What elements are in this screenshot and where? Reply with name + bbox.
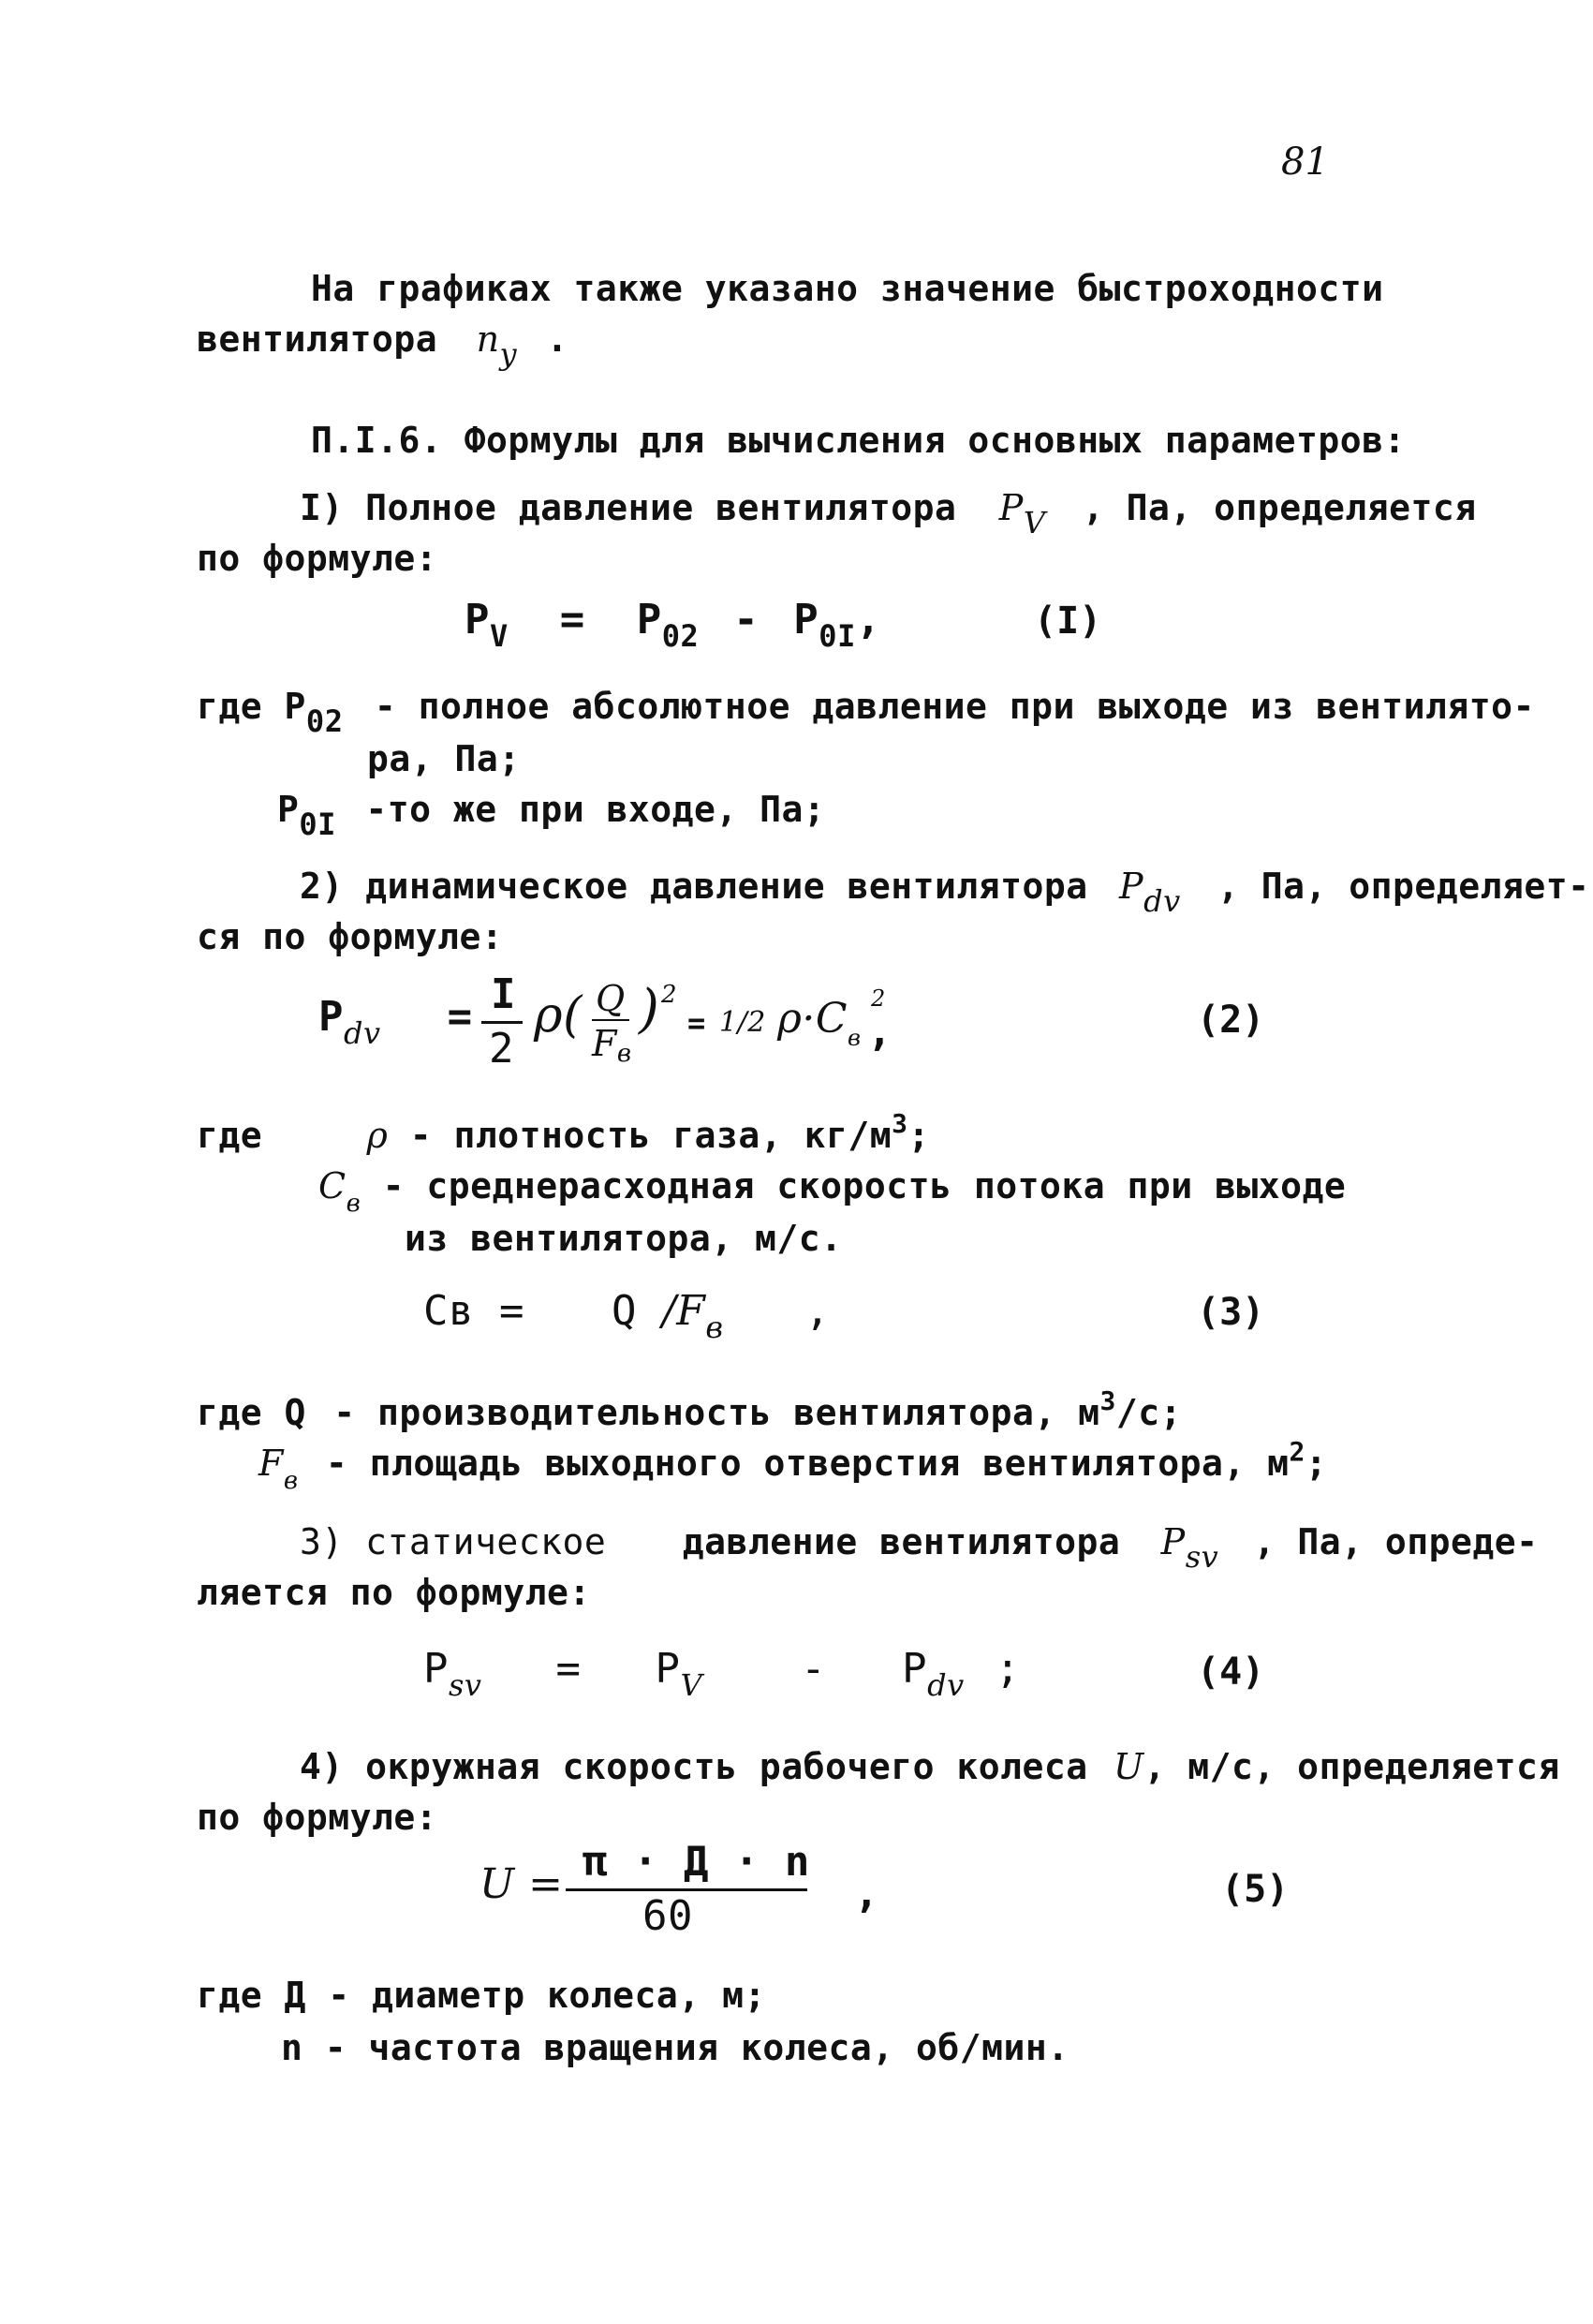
formula4-pv-sub: V (680, 1667, 703, 1703)
formula2-pdv-sub: dv (344, 1015, 381, 1051)
item3-text-a: 3) статическое (300, 1521, 607, 1562)
item1-line-1 (300, 487, 1477, 540)
where-p01-symbol: P (277, 789, 300, 830)
where-cv-sub: в (346, 1190, 361, 1218)
pdv-symbol: P (1119, 866, 1144, 907)
intro-line-1 (311, 268, 1384, 309)
formula1-p02: P (636, 596, 662, 644)
equation-number-5: (5) (1221, 1868, 1290, 1911)
formula1-p02-sub: 02 (661, 618, 700, 654)
pdv-subscript: dv (1143, 883, 1181, 919)
formula2-q-numerator: Q (596, 978, 626, 1019)
where-rho-sup: 3 (892, 1108, 908, 1139)
equation-number-4: (4) (1197, 1650, 1265, 1694)
formula4-equals: = (555, 1645, 582, 1693)
intro-line-2 (197, 318, 568, 372)
where-f-line (258, 1436, 1328, 1495)
formula2-equals: = (447, 993, 473, 1041)
formula1-comma: , (855, 596, 881, 644)
where-p01-text: -то же при входе, Па; (365, 789, 826, 830)
formula2-f: F (592, 1023, 617, 1064)
pv-subscript: V (1023, 505, 1046, 540)
where-p02-symbol: P (284, 686, 306, 727)
item4-text-b: , м/с, определяется (1143, 1746, 1560, 1787)
formula2-c-square: 2 (871, 985, 886, 1012)
section-heading: П.I.6. Формулы для вычисления основных параметров: (311, 420, 1406, 461)
where-rho-line (197, 1108, 930, 1160)
where-lead-1: где (197, 686, 263, 727)
formula2-c-sub: в (848, 1025, 862, 1051)
formula4-psv: P (423, 1645, 449, 1693)
formula4-psv-sub: sv (449, 1667, 482, 1703)
where-f-sup: 2 (1289, 1436, 1305, 1467)
formula5-left: U = (479, 1860, 564, 1908)
formula2-rho-c-text: ρ·C (777, 995, 848, 1043)
where-q-symbol: где Q (197, 1392, 306, 1433)
formula2-pdv: P (318, 993, 344, 1041)
item1-text-a: I) Полное давление вентилятора (300, 487, 957, 528)
ny-subscript: y (499, 336, 518, 372)
formula-4 (423, 1645, 1021, 1703)
formula3-slash: / (661, 1287, 677, 1335)
item3-text-c: , Па, опреде- (1253, 1521, 1539, 1562)
formula2-rho-c (777, 995, 862, 1051)
formula3-f: F (676, 1287, 706, 1335)
formula2-half: 1/2 (719, 1006, 766, 1039)
where-q-text: - производительность вентилятора, м (333, 1392, 1100, 1433)
formula2-f-sub: в (616, 1040, 632, 1068)
formula5-numerator: π · Д · n (583, 1838, 810, 1886)
item2-line-1 (300, 866, 1590, 919)
where-cv-text-1: - среднерасходная скорость потока при выходе (382, 1165, 1347, 1206)
item3-text-b: давление вентилятора (682, 1521, 1121, 1562)
formula3-comma: , (804, 1287, 831, 1335)
where-p01-line (277, 789, 826, 842)
formula2-equals-2: = (687, 1005, 706, 1041)
formula4-pdv-sub: dv (927, 1667, 965, 1703)
where-cv-line-1 (318, 1165, 1347, 1218)
formula2-rho-open: ρ( (534, 987, 583, 1044)
where-p01-sub: 0I (299, 807, 336, 842)
formula4-pdv: P (902, 1645, 928, 1693)
intro-text-2: вентилятора (197, 318, 438, 360)
item3-line-1 (300, 1521, 1539, 1575)
item4-line-2: по формуле: (197, 1797, 438, 1838)
item2-line-2: ся по формуле: (197, 916, 504, 957)
where-lead-2: где (197, 1115, 263, 1156)
psv-symbol: P (1160, 1521, 1186, 1562)
formula1-p01: P (793, 596, 819, 644)
equation-number-2: (2) (1197, 999, 1265, 1042)
page-number: 81 (1281, 141, 1329, 184)
where-cv-line-2: из вентилятора, м/с. (405, 1218, 843, 1259)
where-d-line: где Д - диаметр колеса, м; (197, 1975, 766, 2016)
formula-3 (423, 1287, 831, 1345)
equation-number-1: (I) (1034, 600, 1102, 643)
where-p02-sub: 02 (305, 703, 344, 739)
where-rho-text: - плотность газа, кг/м (409, 1115, 892, 1156)
where-f-sub: в (283, 1467, 299, 1495)
formula3-left: Св = (423, 1287, 524, 1335)
ny-period: . (546, 318, 568, 360)
item3-line-2: ляется по формуле: (197, 1572, 591, 1613)
where-p02-line-2: ра, Па; (367, 738, 521, 779)
where-q-line (197, 1385, 1183, 1437)
formula2-square: 2 (661, 981, 678, 1009)
formula5-denominator: 60 (642, 1892, 693, 1940)
where-q-sup: 3 (1099, 1385, 1116, 1416)
formula4-pv: P (655, 1645, 681, 1693)
item1-text-b: , Па, определяется (1082, 487, 1477, 528)
where-q-end: /с; (1115, 1392, 1183, 1433)
formula2-frac-num: I (491, 970, 516, 1018)
formula3-f-sub: в (705, 1310, 724, 1345)
item2-text-a: 2) динамическое давление вентилятора (300, 866, 1088, 907)
formula2-q-bar (592, 1019, 629, 1021)
u-symbol: U (1114, 1746, 1144, 1787)
formula1-minus: - (733, 596, 760, 644)
formula-1 (465, 596, 881, 654)
intro-text-1: На графиках также указано значение быстроходности (311, 268, 1384, 309)
where-n-line: n - частота вращения колеса, об/мин. (281, 2027, 1069, 2068)
formula5-frac-bar (566, 1888, 807, 1891)
where-rho-symbol: ρ (366, 1115, 389, 1156)
where-p02-line-1 (197, 686, 1535, 739)
formula2-close: ) (639, 979, 660, 1040)
where-p02-text-1: - полное абсолютное давление при выходе из вентилято- (374, 686, 1535, 727)
formula1-p01-sub: 0I (819, 618, 856, 654)
formula2-q-denominator (592, 1023, 632, 1069)
formula1-equals: = (559, 596, 585, 644)
equation-number-3: (3) (1197, 1291, 1265, 1334)
where-f-text: - площадь выходного отверстия вентилятора, м (325, 1443, 1290, 1484)
formula4-semicolon: ; (995, 1645, 1021, 1693)
item1-line-2: по формуле: (197, 538, 438, 579)
item4-line-1 (300, 1746, 1560, 1787)
formula5-comma: , (854, 1870, 879, 1917)
where-rho-end: ; (907, 1115, 930, 1156)
where-cv-symbol: C (318, 1165, 347, 1206)
where-f-end: ; (1305, 1443, 1328, 1484)
item4-text-a: 4) окружная скорость рабочего колеса (300, 1746, 1088, 1787)
pv-symbol: P (998, 487, 1024, 528)
item2-text-b: , Па, определяет- (1217, 866, 1590, 907)
formula4-minus: - (801, 1645, 827, 1693)
formula-2-left (318, 993, 473, 1051)
formula1-left: P (465, 596, 490, 644)
formula2-frac-bar (481, 1021, 523, 1024)
where-f-symbol: F (258, 1443, 284, 1484)
formula1-left-sub: V (490, 618, 509, 654)
psv-subscript: sv (1185, 1539, 1219, 1575)
formula2-comma: , (867, 1008, 892, 1056)
ny-symbol: n (476, 318, 500, 360)
formula3-q: Q (611, 1287, 637, 1335)
formula2-frac-den: 2 (489, 1025, 514, 1073)
